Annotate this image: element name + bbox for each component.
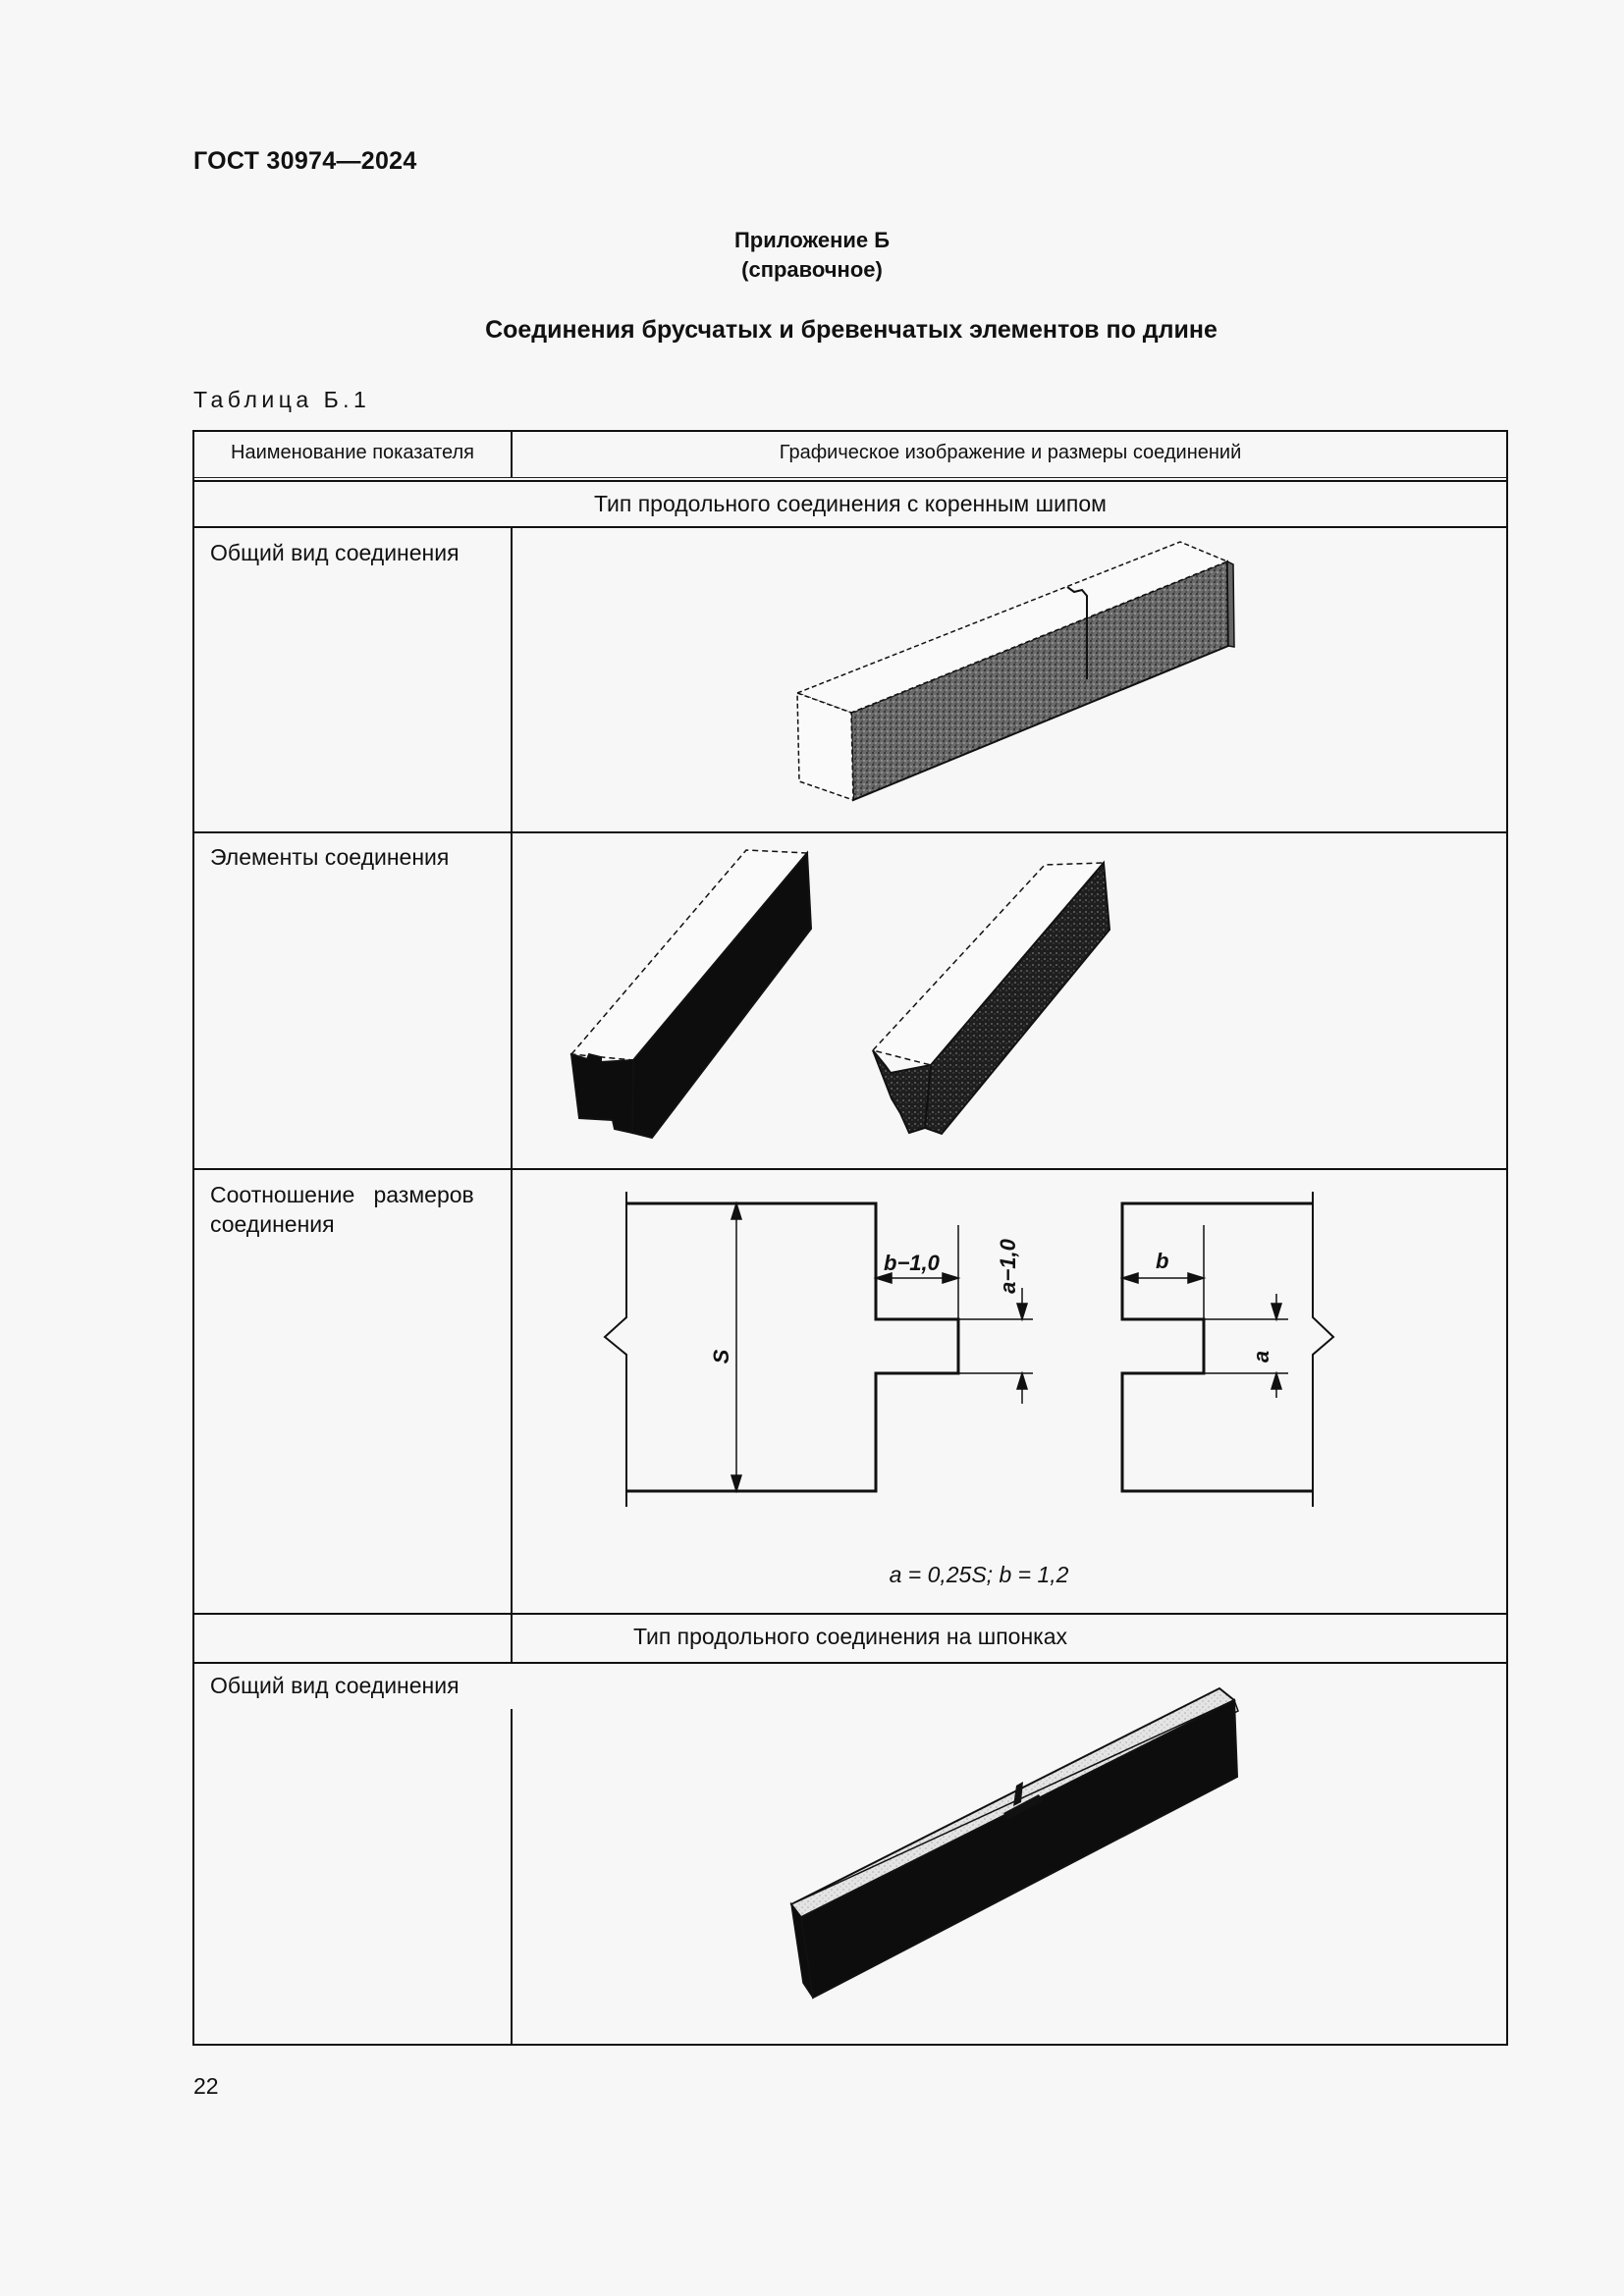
table-b1 <box>192 430 1508 2046</box>
column-header-graphic: Графическое изображение и размеры соединений <box>779 442 1242 463</box>
tenon-joint-general-view <box>513 528 1506 832</box>
dimension-label-b: b <box>1156 1249 1169 1273</box>
tenon-joint-elements <box>513 833 1506 1169</box>
dimension-label-b-minus: b−1,0 <box>884 1251 940 1275</box>
appendix-title: Соединения брусчатых и бревенчатых элементов по длине <box>485 316 1218 344</box>
appendix-type: (справочное) <box>741 257 883 282</box>
row-label: Общий вид соединения <box>210 1673 460 1698</box>
page-number: 22 <box>193 2073 219 2099</box>
row-label: Элементы соединения <box>210 844 450 870</box>
dimension-label-a: a <box>1249 1350 1273 1363</box>
dimension-label-s: S <box>709 1349 733 1364</box>
key-joint-general-view <box>513 1664 1506 2045</box>
appendix-heading <box>0 226 1624 285</box>
section-title: Тип продольного соединения с коренным шипом <box>593 491 1107 516</box>
row-label: Соотношение размеров соединения <box>210 1182 474 1237</box>
column-header-name: Наименование показателя <box>231 442 474 463</box>
dimension-formula: a = 0,25S; b = 1,2 <box>889 1562 1069 1587</box>
section-title: Тип продольного соединения на шпонках <box>632 1624 1068 1649</box>
appendix-label: Приложение Б <box>733 228 891 252</box>
row-label: Общий вид соединения <box>210 540 460 565</box>
document-code: ГОСТ 30974—2024 <box>193 147 417 175</box>
table-label: Таблица Б.1 <box>193 387 371 412</box>
tenon-dimension-drawing <box>513 1170 1506 1612</box>
dimension-label-a-minus: a−1,0 <box>996 1239 1020 1294</box>
